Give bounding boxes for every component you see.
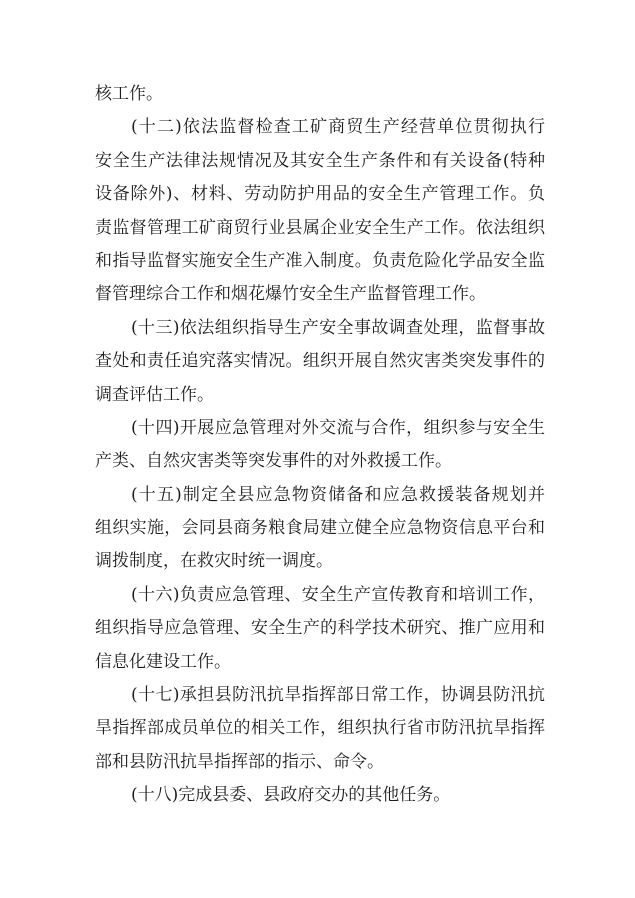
text-line: 和指导监督实施安全生产准入制度。负责危险化学品安全监 bbox=[95, 250, 545, 271]
text-line: 核工作。 bbox=[95, 84, 163, 104]
paragraph-item-16 bbox=[95, 579, 545, 679]
text-line: 安全生产法律法规情况及其安全生产条件和有关设备(特种 bbox=[95, 150, 545, 171]
paragraph-item-13 bbox=[95, 312, 545, 412]
paragraph-item-14 bbox=[95, 412, 545, 479]
text-line: 组织指导应急管理、安全生产的科学技术研究、推广应用和 bbox=[95, 618, 545, 639]
document-body bbox=[95, 78, 545, 813]
text-line: (十四)开展应急管理对外交流与合作，组织参与安全生 bbox=[131, 417, 545, 438]
text-line: 设备除外)、材料、劳动防护用品的安全生产管理工作。负 bbox=[95, 184, 545, 205]
text-line: 部和县防汛抗旱指挥部的指示、命令。 bbox=[95, 751, 384, 772]
text-line: 信息化建设工作。 bbox=[95, 651, 231, 672]
text-line: (十三)依法组织指导生产安全事故调查处理，监督事故 bbox=[131, 317, 545, 338]
text-line: 组织实施，会同县商务粮食局建立健全应急物资信息平台和 bbox=[95, 518, 545, 539]
paragraph-item-17 bbox=[95, 679, 545, 779]
paragraph-continuation bbox=[95, 78, 545, 111]
text-line: (十六)负责应急管理、安全生产宣传教育和培训工作， bbox=[131, 584, 545, 605]
text-line: 调拨制度，在救灾时统一调度。 bbox=[95, 551, 333, 572]
paragraph-item-15 bbox=[95, 479, 545, 579]
paragraph-item-12 bbox=[95, 111, 545, 311]
text-line: 查处和责任追究落实情况。组织开展自然灾害类突发事件的 bbox=[95, 351, 545, 372]
text-line: (十五)制定全县应急物资储备和应急救援装备规划并 bbox=[131, 484, 545, 505]
text-line: 产类、自然灾害类等突发事件的对外救援工作。 bbox=[95, 451, 452, 472]
paragraph-item-18 bbox=[95, 779, 545, 812]
text-line: (十八)完成县委、县政府交办的其他任务。 bbox=[131, 785, 451, 806]
text-line: 督管理综合工作和烟花爆竹安全生产监督管理工作。 bbox=[95, 284, 486, 305]
text-line: 旱指挥部成员单位的相关工作，组织执行省市防汛抗旱指挥 bbox=[95, 718, 545, 739]
text-line: 调查评估工作。 bbox=[95, 384, 214, 405]
text-line: 责监督管理工矿商贸行业县属企业安全生产工作。依法组织 bbox=[95, 217, 545, 238]
text-line: (十七)承担县防汛抗旱指挥部日常工作，协调县防汛抗 bbox=[131, 685, 545, 706]
text-line: (十二)依法监督检查工矿商贸生产经营单位贯彻执行 bbox=[131, 117, 545, 138]
